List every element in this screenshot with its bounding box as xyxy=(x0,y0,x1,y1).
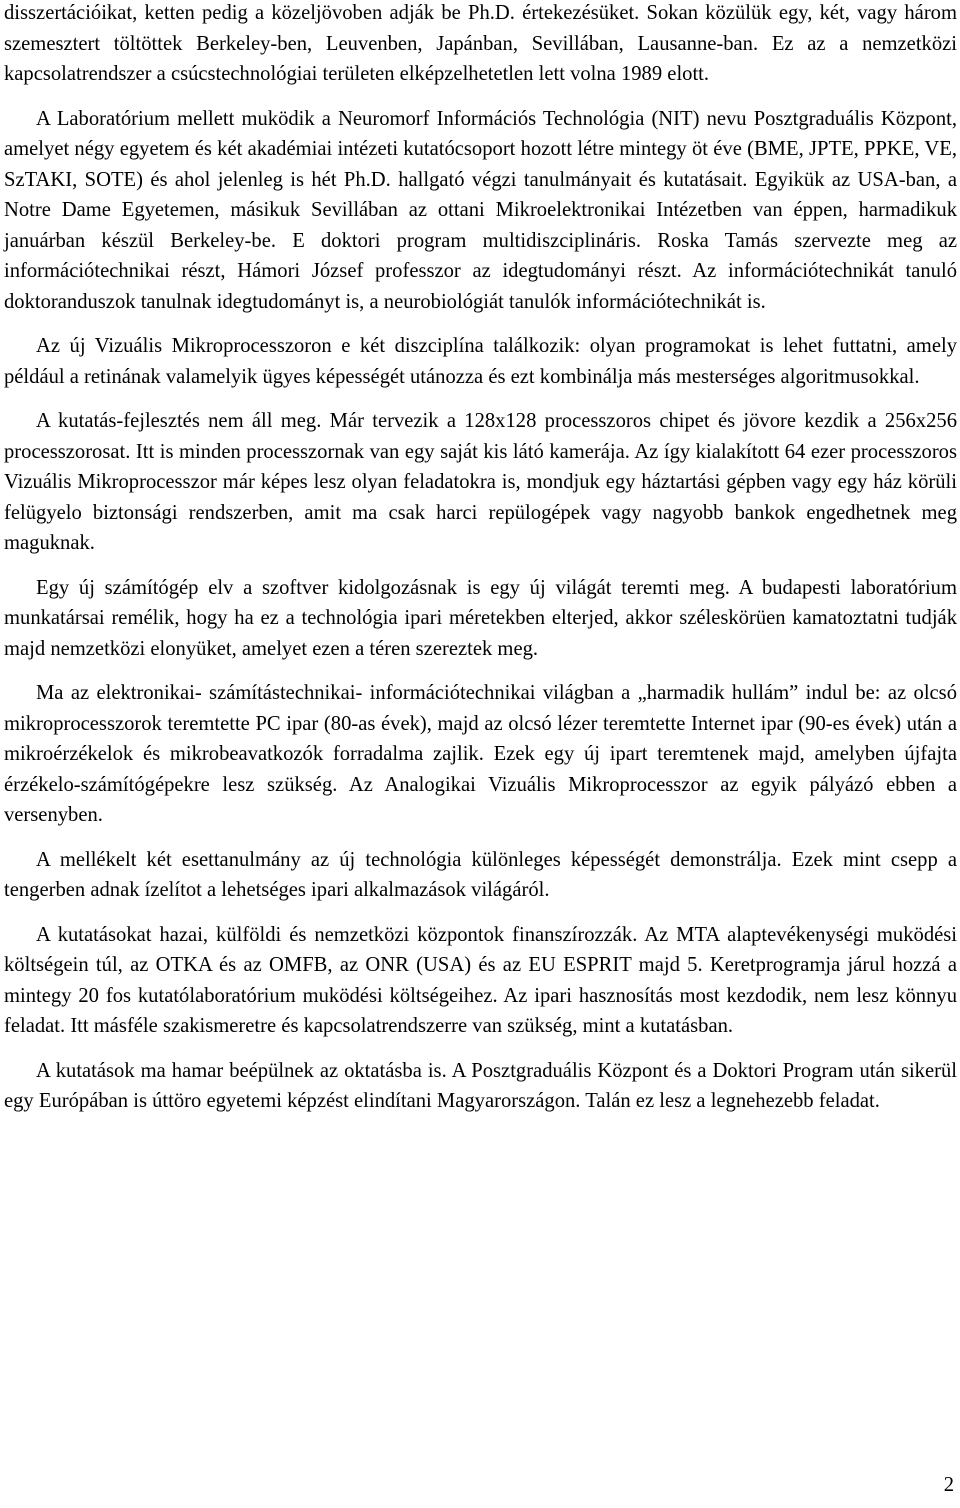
paragraph-nit-center: A Laboratórium mellett muködik a Neuromorf Információs Technológia (NIT) nevu Posztgraduális Központ, amelyet négy egyetem és két akadémiai intézeti kutatócsoport hozott létre mintegy öt éve (BME, JPTE, PPKE, VE, SzTAKI, SOTE) és ahol jelenleg is hét Ph.D. hallgató végzi tanulmányait és kutatásait. Egyikük az USA-ban, a Notre Dame Egyetemen, másikuk Sevillában az ottani Mikroelektronikai Intézetben van éppen, harmadikuk januárban készül Berkeley-be. E doktori program multidiszciplináris. Roska Tamás szervezte meg az információtechnikai részt, Hámori József professzor az idegtudományi részt. Az információtechnikát tanuló doktoranduszok tanulnak idegtudományt is, a neurobiológiát tanulók információtechnikát is. xyxy=(4,107,957,313)
page-number: 2 xyxy=(943,1474,954,1496)
paragraph-third-wave: Ma az elektronikai- számítástechnikai- információtechnikai világban a „harmadik hullám” indul be: az olcsó mikroprocesszorok teremtette PC ipar (80-as évek), majd az olcsó lézer teremtette Internet ipar (90-es évek) után a mikroérzékelok és mikrobeavatkozók forradalma zajlik. Ezek egy új ipart teremtenek majd, amelyben újfajta érzékelo-számítógépekre lesz szükség. Az Analogikai Vizuális Mikroprocesszor az egyik pályázó ebben a versenyben. xyxy=(4,682,957,826)
document-page xyxy=(4,0,957,1117)
paragraph-funding: A kutatásokat hazai, külföldi és nemzetközi központok finanszírozzák. Az MTA alaptevékenységi muködési költségein túl, az OTKA és az OMFB, az ONR (USA) és az EU ESPRIT majd 5. Keretprogramja járul hozzá a mintegy 20 fos kutatólaboratórium muködési költségeihez. Az ipari hasznosítás most kezdodik, nem lesz könnyu feladat. Itt másféle szakismeretre és kapcsolatrendszerre van szükség, mint a kutatásban. xyxy=(4,923,957,1037)
paragraph-education: A kutatások ma hamar beépülnek az oktatásba is. A Posztgraduális Központ és a Doktori Program után sikerül egy Európában is úttöro egyetemi képzést elindítani Magyarországon. Talán ez lesz a legnehezebb feladat. xyxy=(4,1059,957,1112)
paragraph-research-development: A kutatás-fejlesztés nem áll meg. Már tervezik a 128x128 processzoros chipet és jövore kezdik a 256x256 processzorosat. Itt is minden processzornak van egy saját kis látó kamerája. Az így kialakított 64 ezer processzoros Vizuális Mikroprocesszor már képes lesz olyan feladatokra is, mondjuk egy háztartási gépben vagy egy ház körüli felügyelo biztonsági rendszerben, amit ma csak harci repülogépek vagy nagyobb bankok engedhetnek meg maguknak. xyxy=(4,410,957,554)
paragraph-new-computer-principle: Egy új számítógép elv a szoftver kidolgozásnak is egy új világát teremti meg. A budapesti laboratórium munkatársai remélik, hogy ha ez a technológia ipari méretekben elterjed, akkor széleskörüen kamatoztatni tudják majd nemzetközi elonyüket, amelyet ezen a téren szereztek meg. xyxy=(4,576,957,660)
paragraph-visual-microprocessor: Az új Vizuális Mikroprocesszoron e két diszciplína találkozik: olyan programokat is lehet futtatni, amely például a retinának valamelyik ügyes képességét utánozza és ezt kombinálja más mesterséges algoritmusokkal. xyxy=(4,335,957,388)
paragraph-case-studies: A mellékelt két esettanulmány az új technológia különleges képességét demonstrálja. Ezek mint csepp a tengerben adnak ízelítot a lehetséges ipari alkalmazások világáról. xyxy=(4,848,957,901)
paragraph-continuation: disszertációikat, ketten pedig a közeljövoben adják be Ph.D. értekezésüket. Sokan közülük egy, két, vagy három szemesztert töltöttek Berkeley-ben, Leuvenben, Japánban, Sevillában, Lausanne-ban. Ez az a nemzetközi kapcsolatrendszer a csúcstechnológiai területen elképzelhetetlen lett volna 1989 elott. xyxy=(4,2,957,85)
